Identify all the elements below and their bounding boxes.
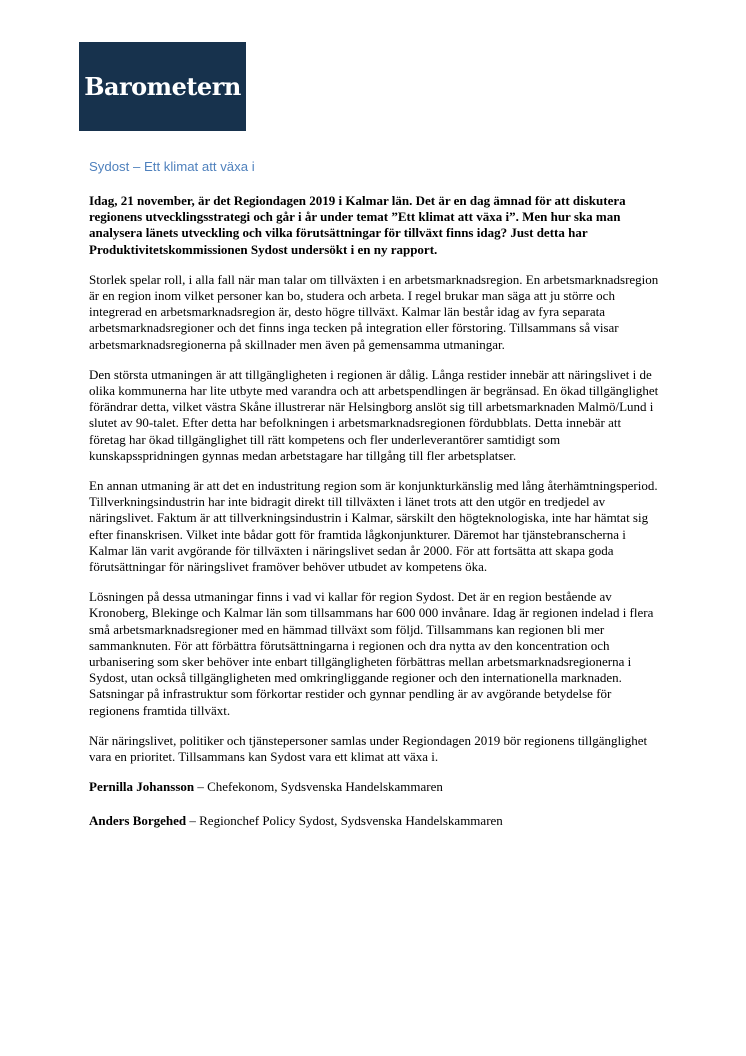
paragraph-4: Lösningen på dessa utmaningar finns i vad vi kallar för region Sydost. Det är en region bestående av Kronoberg, Blekinge och Kalmar län som tillsammans har 600 000 invånare. Idag är regionen indelad i flera små arbetsmarknadsregioner med en hämmad tillväxt som följd. Tillsammans kan regionen bli mer sammanknuten. För att förbättra förutsättningarna i regionen och dra nytta av den koncentration och urbanisering som sker behöver inte enbart tillgängligheten förbättras mellan arbetsmarknadsregionerna i Sydost, utan också tillgängligheten med omkringliggande regioner och den internationella marknaden. Satsningar på infrastruktur som förkortar restider och gynnar pendling är av avgörande betydelse för regionens framtida tillväxt. [89,589,654,718]
article-title: Sydost – Ett klimat att växa i [89,159,255,174]
paragraph-5: När näringslivet, politiker och tjänstepersoner samlas under Regiondagen 2019 bör regionens tillgänglighet vara en prioritet. Tillsammans kan Sydost vara ett klimat att växa i. [89,732,648,765]
article [89,158,661,846]
paragraph-1: Storlek spelar roll, i alla fall när man talar om tillväxten i en arbetsmarknadsregion. En arbetsmarknadsregion är en region inom vilket personer kan bo, studera och arbeta. I regel brukar man säga att ju större och integrerad en arbetsmarknadsregion är, desto högre tillväxt. Kalmar län består idag av fyra separata arbetsmarknadsregioner och det finns inga tecken på integration eller förstoring. Tillsammans så visar arbetsmarknadsregionerna på skillnader men även på gemensamma utmaningar. [89,271,659,352]
signature-role: – Regionchef Policy Sydost, Sydsvenska Handelskammaren [186,812,503,828]
article-lead: Idag, 21 november, är det Regiondagen 2019 i Kalmar län. Det är en dag ämnad för att diskutera regionens utvecklingsstrategi och går i år under temat ”Ett klimat att växa i”. Men hur ska man analysera länets utveckling och vilka förutsättningar för tillväxt finns idag? Just detta har Produktivitetskommissionen Sydost undersökt i en ny rapport. [89,193,626,257]
signature-2 [89,813,661,829]
barometern-logo [79,42,246,131]
signature-name: Anders Borgehed [89,812,187,828]
logo-text: Barometern [84,72,241,101]
signature-1 [89,779,661,795]
signature-role: – Chefekonom, Sydsvenska Handelskammaren [194,779,443,795]
paragraph-2: Den största utmaningen är att tillgängligheten i regionen är dålig. Långa restider innebär att näringslivet i de olika kommunerna har lite utbyte med varandra och att arbetspendlingen är begränsad. En ökad tillgänglighet förändrar detta, vilket västra Skåne illustrerar när Helsingborg anslöt sig till arbetsmarknaden Malmö/Lund i slutet av 90-talet. Efter detta har befolkningen i arbetsmarknadsregionen fördubblats. Detta innebär att företag har ökad tillgänglighet till rätt kompetens och fler underleverantörer samtidigt som kunskapsspridningen gynnas medan arbetstagare har tillgång till fler arbetsplatser. [89,366,659,463]
signature-name: Pernilla Johansson [89,779,195,795]
paragraph-3: En annan utmaning är att det en industritung region som är konjunkturkänslig med lång återhämtningsperiod. Tillverkningsindustrin har inte bidragit direkt till tillväxten i länet trots att den utgör en tredjedel av näringslivet. Faktum är att tillverkningsindustrin i Kalmar, särskilt den högteknologiska, inte har hämtat sig efter finanskrisen. Vilket inte bådar gott för framtida lågkonjunkturer. Däremot har tjänstebranscherna i Kalmar län varit avgörande för tillväxten i näringslivet sedan år 2000. För att fortsätta att skapa goda förutsättningar för näringslivet framöver behöver utbudet av kompetens öka. [89,478,658,575]
